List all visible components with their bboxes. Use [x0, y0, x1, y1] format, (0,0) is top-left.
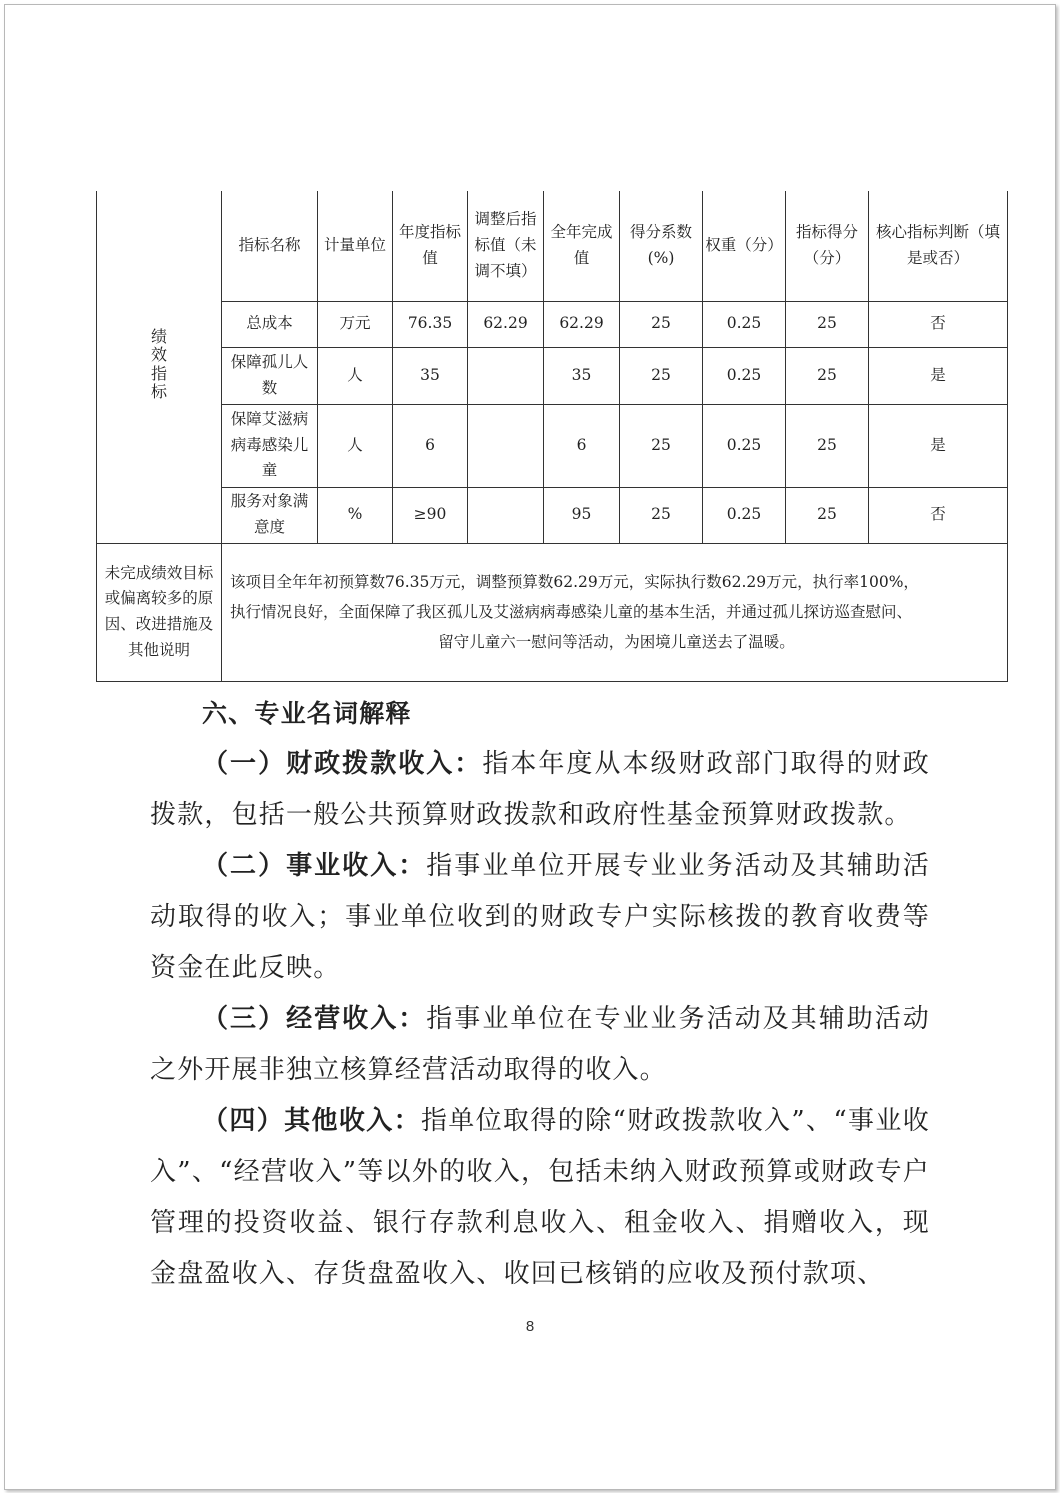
- table-cell: 76.35: [393, 301, 468, 347]
- table-cell: 25: [786, 487, 869, 543]
- table-cell: 25: [786, 404, 869, 487]
- table-cell: 保障孤儿人数: [222, 347, 318, 404]
- table-cell: 25: [620, 487, 703, 543]
- note-line: 留守儿童六一慰问等活动，为困境儿童送去了温暖。: [438, 633, 795, 652]
- table-cell: 0.25: [703, 487, 786, 543]
- table-cell: 否: [869, 301, 1008, 347]
- definition-term: （二）事业收入：: [202, 851, 427, 881]
- table-cell: 6: [544, 404, 620, 487]
- table-cell: %: [318, 487, 393, 543]
- header-cell: 调整后指标值（未调不填）: [468, 191, 544, 301]
- header-cell: 得分系数(%): [620, 191, 703, 301]
- header-cell: 指标得分（分）: [786, 191, 869, 301]
- table-row: [97, 301, 1008, 347]
- table-cell: 35: [393, 347, 468, 404]
- table-cell: 25: [620, 404, 703, 487]
- table-cell: 25: [786, 347, 869, 404]
- table-cell: 0.25: [703, 404, 786, 487]
- definition-term: （一）财政拨款收入：: [202, 749, 483, 779]
- table-cell: 25: [620, 301, 703, 347]
- section-label-cell: [97, 191, 222, 543]
- page-number: 8: [525, 1318, 535, 1335]
- table-cell: 0.25: [703, 301, 786, 347]
- table-cell: 6: [393, 404, 468, 487]
- table-cell: 是: [869, 347, 1008, 404]
- definition-paragraph: [150, 1096, 930, 1300]
- header-cell: 计量单位: [318, 191, 393, 301]
- section-title: 六、专业名词解释: [202, 699, 412, 728]
- table-cell: [468, 347, 544, 404]
- table-cell: 35: [544, 347, 620, 404]
- header-cell: 指标名称: [222, 191, 318, 301]
- definition-text: 指事业单位开展专业业务活动及其辅助活动取得的收入；事业单位收到的财政专户实际核拨的教育收费等资金在此反映。: [150, 851, 930, 983]
- definition-paragraph: [150, 739, 930, 841]
- table-cell: 25: [786, 301, 869, 347]
- table-cell: 62.29: [468, 301, 544, 347]
- performance-indicator-table: [96, 191, 1008, 682]
- table-cell: 0.25: [703, 347, 786, 404]
- definition-text: 指本年度从本级财政部门取得的财政拨款，包括一般公共预算财政拨款和政府性基金预算财政拨款。: [150, 749, 930, 830]
- table-row: [97, 404, 1008, 487]
- table-cell: 95: [544, 487, 620, 543]
- definition-term: （三）经营收入：: [202, 1004, 427, 1034]
- definition-term: （四）其他收入：: [202, 1106, 421, 1136]
- note-line: 执行情况良好，全面保障了我区孤儿及艾滋病病毒感染儿童的基本生活，并通过孤儿探访巡查慰问、: [230, 602, 913, 621]
- table-cell: 万元: [318, 301, 393, 347]
- header-cell: 全年完成值: [544, 191, 620, 301]
- note-line: 该项目全年年初预算数76.35万元，调整预算数62.29万元，实际执行数62.29万元，执行率100%，: [230, 572, 919, 591]
- table-cell: [468, 404, 544, 487]
- section-label: 绩效指标: [151, 326, 168, 402]
- table-cell: 保障艾滋病病毒感染儿童: [222, 404, 318, 487]
- note-label: 未完成绩效目标或偏离较多的原因、改进措施及其他说明: [97, 543, 222, 681]
- definition-text: 指事业单位在专业业务活动及其辅助活动之外开展非独立核算经营活动取得的收入。: [150, 1004, 930, 1085]
- table-row: [97, 487, 1008, 543]
- table-cell: 人: [318, 404, 393, 487]
- table-cell: 否: [869, 487, 1008, 543]
- table-cell: 人: [318, 347, 393, 404]
- table-row: [97, 347, 1008, 404]
- table-cell: 是: [869, 404, 1008, 487]
- header-cell: 权重（分）: [703, 191, 786, 301]
- definition-text: 指单位取得的除“财政拨款收入”、“事业收入”、“经营收入”等以外的收入，包括未纳入财政预算或财政专户管理的投资收益、银行存款利息收入、租金收入、捐赠收入，现金盘盈收入、存货盘盈收入、收回已核销的应收及预付款项、: [150, 1106, 930, 1289]
- definition-paragraph: [150, 841, 930, 994]
- table-cell: 总成本: [222, 301, 318, 347]
- header-cell: 核心指标判断（填是或否）: [869, 191, 1008, 301]
- table-cell: 25: [620, 347, 703, 404]
- table-cell: 服务对象满意度: [222, 487, 318, 543]
- definition-paragraph: [150, 994, 930, 1096]
- table-cell: [468, 487, 544, 543]
- table-cell: ≥90: [393, 487, 468, 543]
- definitions-section: [150, 688, 930, 1300]
- note-cell: [222, 543, 1008, 681]
- table-cell: 62.29: [544, 301, 620, 347]
- header-cell: 年度指标值: [393, 191, 468, 301]
